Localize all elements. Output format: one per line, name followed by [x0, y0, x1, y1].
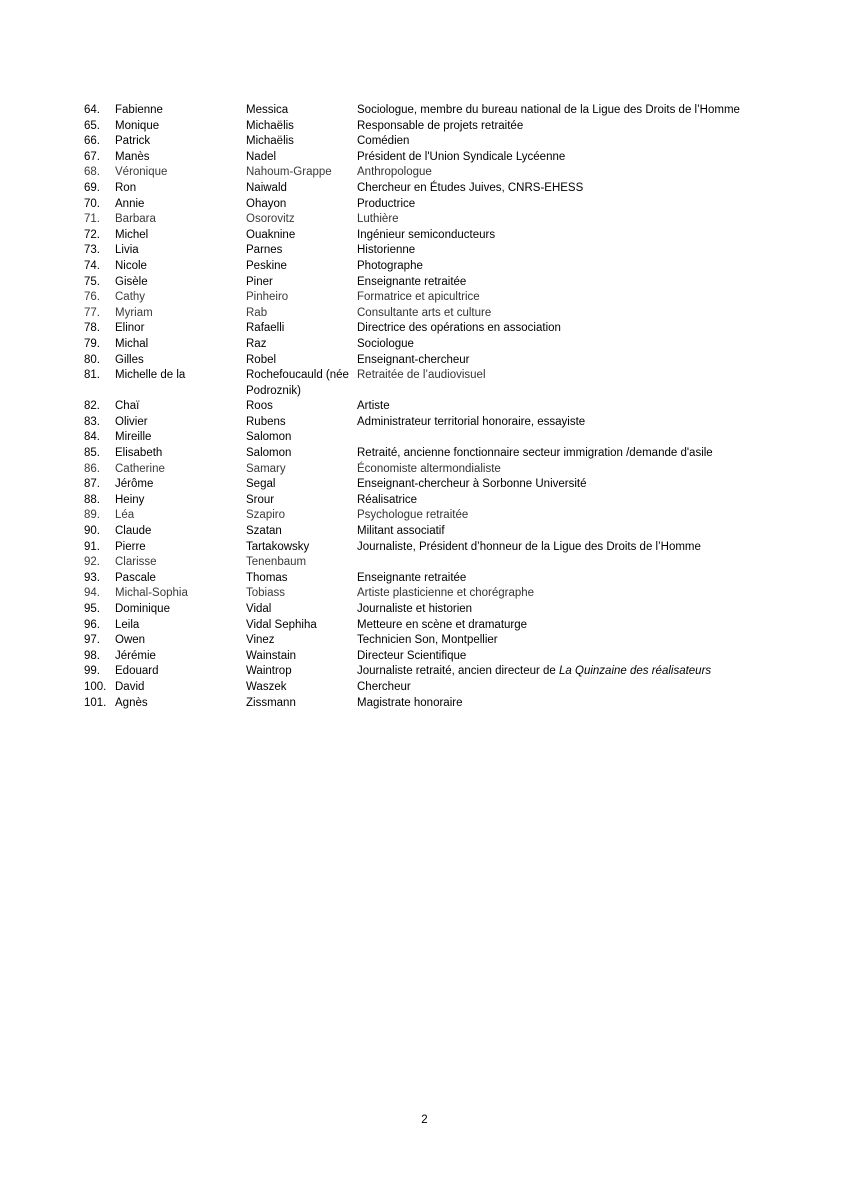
first-name: Patrick: [115, 135, 151, 148]
occupation: [357, 664, 764, 680]
item-number: 69.: [84, 181, 100, 194]
list-item: [84, 321, 764, 337]
occupation: Directeur Scientifique: [357, 649, 467, 662]
last-name: Wainstain: [246, 649, 297, 662]
occupation: Comédien: [357, 135, 410, 148]
first-name: Nicole: [115, 259, 147, 272]
last-name: Naiwald: [246, 181, 287, 194]
item-number: 77.: [84, 306, 100, 319]
first-name: Annie: [115, 197, 145, 210]
first-name: Manès: [115, 150, 150, 163]
first-name: Clarisse: [115, 556, 157, 569]
list-item: [84, 259, 764, 275]
list-item: [84, 103, 764, 119]
occupation: Enseignant-chercheur à Sorbonne Université: [357, 478, 587, 491]
page-number: 2: [421, 1114, 428, 1126]
last-name: Pinheiro: [246, 291, 289, 304]
item-number: 75.: [84, 275, 100, 288]
last-name: Tenenbaum: [246, 556, 307, 569]
item-number: 97.: [84, 634, 100, 647]
occupation-text: Journaliste retraité, ancien directeur de: [357, 665, 556, 678]
first-name: Claude: [115, 525, 152, 538]
first-name: Ron: [115, 181, 137, 194]
last-name: Thomas: [246, 571, 288, 584]
item-number: 67.: [84, 150, 100, 163]
list-item: [84, 462, 764, 478]
first-name: Livia: [115, 244, 139, 257]
occupation: Consultante arts et culture: [357, 306, 492, 319]
last-name: Piner: [246, 275, 273, 288]
item-number: 96.: [84, 618, 100, 631]
first-name: Elinor: [115, 322, 145, 335]
item-number: 65.: [84, 119, 100, 132]
item-number: 80.: [84, 353, 100, 366]
last-name: Tobiass: [246, 587, 285, 600]
first-name: Michel: [115, 228, 149, 241]
list-item: [84, 508, 764, 524]
item-number: 83.: [84, 415, 100, 428]
item-number: 87.: [84, 478, 100, 491]
last-name: Vidal Sephiha: [246, 618, 317, 631]
occupation: Journaliste et historien: [357, 603, 473, 615]
list-item: [84, 181, 764, 197]
list-item: [84, 586, 764, 602]
last-name: Raz: [246, 337, 267, 350]
item-number: 94.: [84, 587, 100, 600]
occupation: Technicien Son, Montpellier: [357, 634, 498, 647]
first-name: Léa: [115, 509, 135, 522]
item-number: 101.: [84, 696, 107, 709]
first-name: Olivier: [115, 415, 148, 428]
last-name: Szapiro: [246, 509, 285, 522]
item-number: 90.: [84, 525, 100, 538]
first-name: Véronique: [115, 166, 168, 179]
list-item: [84, 337, 764, 353]
item-number: 71.: [84, 213, 100, 226]
occupation: Photographe: [357, 259, 423, 272]
last-name: Ohayon: [246, 197, 287, 210]
list-item: [84, 197, 764, 213]
first-name: Edouard: [115, 665, 159, 678]
last-name: Salomon: [246, 431, 292, 444]
item-number: 68.: [84, 166, 100, 179]
first-name: Dominique: [115, 603, 170, 615]
occupation: Psychologue retraitée: [357, 509, 469, 522]
first-name: Barbara: [115, 213, 156, 226]
item-number: 70.: [84, 197, 100, 210]
item-number: 76.: [84, 291, 100, 304]
first-name: Chaï: [115, 400, 140, 413]
last-name: Osorovitz: [246, 213, 295, 226]
item-number: 85.: [84, 447, 100, 460]
item-number: 86.: [84, 462, 100, 475]
list-item: [84, 430, 764, 446]
occupation: Administrateur territorial honoraire, essayiste: [357, 415, 586, 428]
list-item: [84, 446, 764, 462]
first-name: Pascale: [115, 571, 156, 584]
last-name: Salomon: [246, 447, 292, 460]
item-number: 66.: [84, 135, 100, 148]
list-item: [84, 243, 764, 259]
item-number: 79.: [84, 337, 100, 350]
first-name: Fabienne: [115, 104, 163, 116]
occupation: Enseignant-chercheur: [357, 353, 470, 366]
list-item: [84, 290, 764, 306]
last-name: Waszek: [246, 680, 287, 693]
last-name: Rochefoucauld (née Podroznik): [246, 369, 349, 397]
list-item: [84, 119, 764, 135]
list-item: [84, 696, 764, 712]
item-number: 91.: [84, 540, 100, 553]
item-number: 93.: [84, 571, 100, 584]
last-name: Peskine: [246, 259, 287, 272]
first-name: David: [115, 680, 145, 693]
last-name: Srour: [246, 493, 275, 506]
list-item: [84, 524, 764, 540]
list-item: [84, 415, 764, 431]
list-item: [84, 493, 764, 509]
item-number: 73.: [84, 244, 100, 257]
occupation: Anthropologue: [357, 166, 432, 179]
item-number: 95.: [84, 603, 100, 615]
list-item: [84, 555, 764, 571]
occupation: Chercheur en Études Juives, CNRS-EHESS: [357, 181, 584, 194]
list-item: [84, 368, 764, 399]
list-item: [84, 477, 764, 493]
first-name: Gilles: [115, 353, 144, 366]
item-number: 64.: [84, 104, 100, 116]
item-number: 84.: [84, 431, 100, 444]
last-name: Nahoum-Grappe: [246, 166, 332, 179]
item-number: 78.: [84, 322, 100, 335]
occupation: Sociologue: [357, 337, 414, 350]
last-name: Nadel: [246, 150, 277, 163]
last-name: Rubens: [246, 415, 286, 428]
occupation: Retraité, ancienne fonctionnaire secteur immigration /demande d'asile: [357, 447, 713, 460]
first-name: Jérémie: [115, 649, 156, 662]
occupation: Artiste plasticienne et chorégraphe: [357, 587, 535, 600]
occupation: Directrice des opérations en association: [357, 322, 561, 335]
list-item: [84, 633, 764, 649]
occupation: Magistrate honoraire: [357, 696, 463, 709]
signatory-list: [84, 103, 764, 711]
last-name: Zissmann: [246, 696, 296, 709]
occupation: Luthière: [357, 213, 399, 226]
occupation: Réalisatrice: [357, 493, 418, 506]
list-item: [84, 664, 764, 680]
first-name: Heiny: [115, 493, 145, 506]
first-name: Michelle de la: [115, 369, 186, 382]
occupation: Historienne: [357, 244, 416, 257]
first-name: Jérôme: [115, 478, 154, 491]
first-name: Leila: [115, 618, 140, 631]
item-number: 81.: [84, 369, 100, 382]
occupation: Journaliste, Président d’honneur de la Ligue des Droits de l’Homme: [357, 540, 701, 553]
occupation: Enseignante retraitée: [357, 571, 467, 584]
occupation: Metteure en scène et dramaturge: [357, 618, 528, 631]
first-name: Pierre: [115, 540, 146, 553]
item-number: 82.: [84, 400, 100, 413]
last-name: Michaëlis: [246, 119, 294, 132]
last-name: Waintrop: [246, 665, 292, 678]
item-number: 99.: [84, 665, 100, 678]
item-number: 100.: [84, 680, 107, 693]
list-item: [84, 680, 764, 696]
last-name: Robel: [246, 353, 277, 366]
first-name: Agnès: [115, 696, 148, 709]
list-item: [84, 212, 764, 228]
first-name: Gisèle: [115, 275, 148, 288]
first-name: Michal: [115, 337, 149, 350]
item-number: 98.: [84, 649, 100, 662]
first-name: Monique: [115, 119, 160, 132]
list-item: [84, 602, 764, 618]
list-item: [84, 353, 764, 369]
item-number: 72.: [84, 228, 100, 241]
item-number: 89.: [84, 509, 100, 522]
first-name: Myriam: [115, 306, 153, 319]
list-item: [84, 540, 764, 556]
first-name: Michal-Sophia: [115, 587, 188, 600]
last-name: Samary: [246, 462, 286, 475]
occupation: Sociologue, membre du bureau national de la Ligue des Droits de l’Homme: [357, 104, 740, 116]
occupation: Militant associatif: [357, 525, 445, 538]
occupation: Retraitée de l’audiovisuel: [357, 369, 486, 382]
list-item: [84, 618, 764, 634]
last-name: Rab: [246, 306, 268, 319]
last-name: Vinez: [246, 634, 275, 647]
occupation: Président de l'Union Syndicale Lycéenne: [357, 150, 566, 163]
list-item: [84, 150, 764, 166]
last-name: Messica: [246, 104, 289, 116]
first-name: Owen: [115, 634, 146, 647]
occupation: Formatrice et apicultrice: [357, 291, 480, 304]
list-item: [84, 134, 764, 150]
first-name: Mireille: [115, 431, 152, 444]
item-number: 92.: [84, 556, 100, 569]
last-name: Szatan: [246, 525, 282, 538]
first-name: Elisabeth: [115, 447, 163, 460]
occupation: Chercheur: [357, 680, 411, 693]
occupation-italic-title: La Quinzaine des réalisateurs: [559, 665, 712, 678]
occupation: Productrice: [357, 197, 416, 210]
last-name: Parnes: [246, 244, 283, 257]
list-item: [84, 228, 764, 244]
item-number: 74.: [84, 259, 100, 272]
last-name: Segal: [246, 478, 276, 491]
first-name: Catherine: [115, 462, 165, 475]
list-item: [84, 275, 764, 291]
item-number: 88.: [84, 493, 100, 506]
last-name: Ouaknine: [246, 228, 296, 241]
first-name: Cathy: [115, 291, 146, 304]
list-item: [84, 571, 764, 587]
list-item: [84, 165, 764, 181]
last-name: Michaëlis: [246, 135, 294, 148]
occupation: Ingénieur semiconducteurs: [357, 228, 496, 241]
list-item: [84, 399, 764, 415]
last-name: Tartakowsky: [246, 540, 310, 553]
list-item: [84, 649, 764, 665]
occupation: Responsable de projets retraitée: [357, 119, 524, 132]
occupation: Économiste altermondialiste: [357, 462, 501, 475]
last-name: Vidal: [246, 603, 272, 615]
last-name: Roos: [246, 400, 273, 413]
list-item: [84, 306, 764, 322]
last-name: Rafaelli: [246, 322, 285, 335]
occupation: Enseignante retraitée: [357, 275, 467, 288]
occupation: Artiste: [357, 400, 390, 413]
